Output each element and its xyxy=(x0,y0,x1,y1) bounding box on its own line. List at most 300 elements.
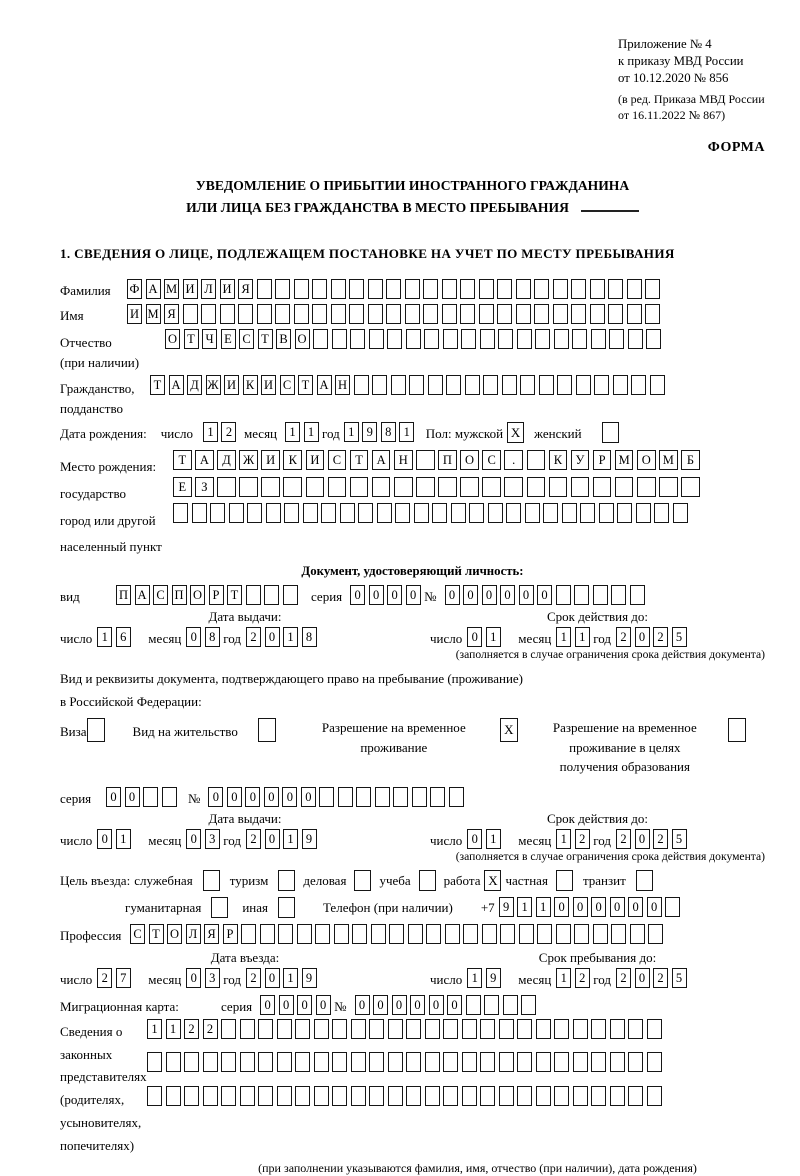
form-cell[interactable] xyxy=(332,1019,347,1039)
form-cell[interactable] xyxy=(239,477,258,497)
form-cell[interactable]: Я xyxy=(238,279,253,299)
form-cell[interactable] xyxy=(412,787,427,807)
form-cell[interactable] xyxy=(637,477,656,497)
form-cell[interactable] xyxy=(502,375,517,395)
form-cell[interactable]: С xyxy=(130,924,145,944)
form-cell[interactable] xyxy=(388,1019,403,1039)
form-cell[interactable] xyxy=(303,503,318,523)
form-cell[interactable]: 0 xyxy=(573,897,588,917)
form-cell[interactable] xyxy=(449,787,464,807)
form-cell[interactable] xyxy=(238,304,253,324)
form-cell[interactable] xyxy=(469,503,484,523)
form-cell[interactable]: 8 xyxy=(205,627,220,647)
form-cell[interactable] xyxy=(258,1086,273,1106)
form-cell[interactable]: П xyxy=(116,585,131,605)
form-cell[interactable] xyxy=(593,477,612,497)
form-cell[interactable]: 0 xyxy=(635,829,650,849)
form-cell[interactable] xyxy=(312,279,327,299)
form-cell[interactable] xyxy=(574,585,589,605)
form-cell[interactable]: 0 xyxy=(467,627,482,647)
form-cell[interactable]: 0 xyxy=(350,585,365,605)
form-cell[interactable]: 0 xyxy=(186,829,201,849)
form-cell[interactable] xyxy=(628,329,643,349)
form-cell[interactable] xyxy=(203,1086,218,1106)
form-cell[interactable] xyxy=(462,1019,477,1039)
form-cell[interactable] xyxy=(354,375,369,395)
form-cell[interactable]: 0 xyxy=(355,995,370,1015)
form-cell[interactable] xyxy=(426,924,441,944)
form-cell[interactable] xyxy=(681,477,700,497)
form-cell[interactable] xyxy=(659,477,678,497)
form-cell[interactable]: 1 xyxy=(556,829,571,849)
form-cell[interactable]: 2 xyxy=(653,968,668,988)
form-cell[interactable] xyxy=(247,503,262,523)
form-cell[interactable] xyxy=(645,279,660,299)
form-cell[interactable] xyxy=(627,304,642,324)
form-cell[interactable] xyxy=(277,1086,292,1106)
form-cell[interactable] xyxy=(446,375,461,395)
form-cell[interactable] xyxy=(350,329,365,349)
form-cell[interactable]: 0 xyxy=(260,995,275,1015)
form-cell[interactable] xyxy=(368,304,383,324)
form-cell[interactable] xyxy=(527,450,546,470)
form-cell[interactable]: 1 xyxy=(575,627,590,647)
form-cell[interactable] xyxy=(203,1052,218,1072)
form-cell[interactable] xyxy=(389,924,404,944)
form-cell[interactable] xyxy=(631,375,646,395)
form-cell[interactable] xyxy=(443,1052,458,1072)
form-cell[interactable] xyxy=(461,329,476,349)
form-cell[interactable] xyxy=(294,279,309,299)
form-cell[interactable] xyxy=(630,585,645,605)
rvp-checkbox[interactable]: X xyxy=(500,718,518,742)
form-cell[interactable]: А xyxy=(169,375,184,395)
form-cell[interactable]: И xyxy=(306,450,325,470)
form-cell[interactable] xyxy=(391,375,406,395)
form-cell[interactable] xyxy=(425,1052,440,1072)
form-cell[interactable]: Б xyxy=(681,450,700,470)
form-cell[interactable]: 1 xyxy=(304,422,319,442)
visa-checkbox[interactable] xyxy=(87,718,105,742)
form-cell[interactable]: 2 xyxy=(203,1019,218,1039)
form-cell[interactable] xyxy=(241,924,256,944)
form-cell[interactable] xyxy=(277,1019,292,1039)
form-cell[interactable]: 0 xyxy=(227,787,242,807)
form-cell[interactable]: 2 xyxy=(653,627,668,647)
form-cell[interactable]: 0 xyxy=(245,787,260,807)
form-cell[interactable] xyxy=(332,1086,347,1106)
form-cell[interactable] xyxy=(314,1086,329,1106)
form-cell[interactable] xyxy=(294,304,309,324)
purpose-private-checkbox[interactable] xyxy=(556,870,573,891)
form-cell[interactable] xyxy=(240,1086,255,1106)
form-cell[interactable]: О xyxy=(165,329,180,349)
form-cell[interactable] xyxy=(593,585,608,605)
form-cell[interactable] xyxy=(576,375,591,395)
form-cell[interactable] xyxy=(369,329,384,349)
form-cell[interactable] xyxy=(416,477,435,497)
form-cell[interactable] xyxy=(648,924,663,944)
form-cell[interactable]: 9 xyxy=(362,422,377,442)
form-cell[interactable] xyxy=(377,503,392,523)
form-cell[interactable]: О xyxy=(190,585,205,605)
form-cell[interactable] xyxy=(394,477,413,497)
form-cell[interactable] xyxy=(395,503,410,523)
form-cell[interactable]: 1 xyxy=(147,1019,162,1039)
form-cell[interactable]: 9 xyxy=(499,897,514,917)
form-cell[interactable] xyxy=(506,503,521,523)
form-cell[interactable]: Д xyxy=(217,450,236,470)
form-cell[interactable] xyxy=(654,503,669,523)
form-cell[interactable] xyxy=(388,1052,403,1072)
form-cell[interactable]: 0 xyxy=(97,829,112,849)
form-cell[interactable] xyxy=(443,329,458,349)
form-cell[interactable]: 8 xyxy=(381,422,396,442)
form-cell[interactable]: 9 xyxy=(486,968,501,988)
form-cell[interactable] xyxy=(349,304,364,324)
form-cell[interactable] xyxy=(480,329,495,349)
form-cell[interactable]: Н xyxy=(335,375,350,395)
form-cell[interactable]: 3 xyxy=(205,829,220,849)
form-cell[interactable] xyxy=(484,995,499,1015)
form-cell[interactable] xyxy=(628,1052,643,1072)
form-cell[interactable] xyxy=(516,279,531,299)
form-cell[interactable] xyxy=(580,503,595,523)
form-cell[interactable]: 5 xyxy=(672,829,687,849)
form-cell[interactable]: С xyxy=(328,450,347,470)
form-cell[interactable]: А xyxy=(195,450,214,470)
form-cell[interactable]: Т xyxy=(350,450,369,470)
form-cell[interactable]: . xyxy=(504,450,523,470)
form-cell[interactable] xyxy=(615,477,634,497)
form-cell[interactable] xyxy=(498,329,513,349)
form-cell[interactable] xyxy=(460,477,479,497)
form-cell[interactable]: 0 xyxy=(297,995,312,1015)
form-cell[interactable] xyxy=(556,585,571,605)
form-cell[interactable]: И xyxy=(183,279,198,299)
form-cell[interactable]: О xyxy=(637,450,656,470)
form-cell[interactable]: 0 xyxy=(369,585,384,605)
form-cell[interactable] xyxy=(553,279,568,299)
form-cell[interactable] xyxy=(278,924,293,944)
form-cell[interactable]: 1 xyxy=(486,829,501,849)
form-cell[interactable]: 0 xyxy=(635,627,650,647)
form-cell[interactable]: 0 xyxy=(554,897,569,917)
form-cell[interactable] xyxy=(520,375,535,395)
form-cell[interactable] xyxy=(221,1086,236,1106)
form-cell[interactable] xyxy=(573,1052,588,1072)
form-cell[interactable]: 9 xyxy=(302,968,317,988)
form-cell[interactable]: 1 xyxy=(399,422,414,442)
form-cell[interactable] xyxy=(500,924,515,944)
form-cell[interactable]: 0 xyxy=(406,585,421,605)
form-cell[interactable] xyxy=(553,304,568,324)
form-cell[interactable] xyxy=(295,1019,310,1039)
form-cell[interactable] xyxy=(573,1086,588,1106)
form-cell[interactable] xyxy=(221,1019,236,1039)
form-cell[interactable] xyxy=(147,1086,162,1106)
purpose-work-checkbox[interactable]: X xyxy=(484,870,501,891)
form-cell[interactable]: 0 xyxy=(106,787,121,807)
form-cell[interactable] xyxy=(372,477,391,497)
form-cell[interactable]: В xyxy=(276,329,291,349)
form-cell[interactable]: О xyxy=(460,450,479,470)
form-cell[interactable]: И xyxy=(127,304,142,324)
form-cell[interactable]: С xyxy=(239,329,254,349)
form-cell[interactable] xyxy=(537,924,552,944)
form-cell[interactable]: 0 xyxy=(410,995,425,1015)
form-cell[interactable]: 8 xyxy=(302,627,317,647)
form-cell[interactable]: 1 xyxy=(283,627,298,647)
form-cell[interactable] xyxy=(594,375,609,395)
form-cell[interactable] xyxy=(610,1052,625,1072)
form-cell[interactable]: 0 xyxy=(186,627,201,647)
form-cell[interactable] xyxy=(636,503,651,523)
form-cell[interactable] xyxy=(557,375,572,395)
form-cell[interactable] xyxy=(240,1052,255,1072)
form-cell[interactable] xyxy=(406,1086,421,1106)
form-cell[interactable] xyxy=(590,279,605,299)
form-cell[interactable]: 6 xyxy=(116,627,131,647)
form-cell[interactable] xyxy=(517,1052,532,1072)
form-cell[interactable] xyxy=(543,503,558,523)
form-cell[interactable] xyxy=(536,1086,551,1106)
form-cell[interactable] xyxy=(406,1019,421,1039)
form-cell[interactable]: 2 xyxy=(246,829,261,849)
form-cell[interactable]: 1 xyxy=(285,422,300,442)
form-cell[interactable]: 5 xyxy=(672,627,687,647)
form-cell[interactable]: 1 xyxy=(283,968,298,988)
form-cell[interactable] xyxy=(423,304,438,324)
form-cell[interactable]: 2 xyxy=(246,968,261,988)
form-cell[interactable] xyxy=(482,477,501,497)
form-cell[interactable] xyxy=(314,1052,329,1072)
form-cell[interactable]: Д xyxy=(187,375,202,395)
form-cell[interactable] xyxy=(369,1019,384,1039)
form-cell[interactable] xyxy=(162,787,177,807)
form-cell[interactable]: 1 xyxy=(556,627,571,647)
form-cell[interactable]: Т xyxy=(150,375,165,395)
form-cell[interactable] xyxy=(143,787,158,807)
form-cell[interactable] xyxy=(554,1019,569,1039)
form-cell[interactable]: 1 xyxy=(116,829,131,849)
form-cell[interactable] xyxy=(192,503,207,523)
form-cell[interactable] xyxy=(534,304,549,324)
form-cell[interactable] xyxy=(534,279,549,299)
form-cell[interactable] xyxy=(313,329,328,349)
form-cell[interactable]: 0 xyxy=(265,968,280,988)
form-cell[interactable] xyxy=(463,924,478,944)
form-cell[interactable] xyxy=(608,279,623,299)
form-cell[interactable]: 2 xyxy=(575,968,590,988)
form-cell[interactable] xyxy=(217,477,236,497)
form-cell[interactable] xyxy=(527,477,546,497)
form-cell[interactable]: Т xyxy=(184,329,199,349)
form-cell[interactable] xyxy=(647,1019,662,1039)
form-cell[interactable]: М xyxy=(146,304,161,324)
form-cell[interactable]: И xyxy=(261,375,276,395)
form-cell[interactable] xyxy=(591,1019,606,1039)
form-cell[interactable]: Е xyxy=(221,329,236,349)
form-cell[interactable] xyxy=(480,1019,495,1039)
form-cell[interactable] xyxy=(499,1086,514,1106)
form-cell[interactable] xyxy=(258,1052,273,1072)
form-cell[interactable] xyxy=(266,503,281,523)
form-cell[interactable] xyxy=(482,924,497,944)
form-cell[interactable]: 1 xyxy=(536,897,551,917)
form-cell[interactable] xyxy=(599,503,614,523)
form-cell[interactable]: 2 xyxy=(246,627,261,647)
form-cell[interactable] xyxy=(462,1052,477,1072)
form-cell[interactable] xyxy=(480,1086,495,1106)
form-cell[interactable] xyxy=(369,1086,384,1106)
form-cell[interactable] xyxy=(610,1019,625,1039)
form-cell[interactable] xyxy=(430,787,445,807)
form-cell[interactable]: Л xyxy=(186,924,201,944)
form-cell[interactable] xyxy=(536,1052,551,1072)
form-cell[interactable]: М xyxy=(164,279,179,299)
form-cell[interactable] xyxy=(611,585,626,605)
form-cell[interactable] xyxy=(504,477,523,497)
form-cell[interactable] xyxy=(386,304,401,324)
form-cell[interactable] xyxy=(465,375,480,395)
form-cell[interactable] xyxy=(332,329,347,349)
form-cell[interactable]: Т xyxy=(298,375,313,395)
form-cell[interactable]: Я xyxy=(164,304,179,324)
form-cell[interactable] xyxy=(386,279,401,299)
form-cell[interactable] xyxy=(428,375,443,395)
form-cell[interactable] xyxy=(480,1052,495,1072)
form-cell[interactable] xyxy=(331,304,346,324)
form-cell[interactable]: 0 xyxy=(463,585,478,605)
purpose-other-checkbox[interactable] xyxy=(278,897,295,918)
form-cell[interactable]: А xyxy=(146,279,161,299)
form-cell[interactable] xyxy=(645,304,660,324)
form-cell[interactable] xyxy=(283,477,302,497)
form-cell[interactable] xyxy=(516,304,531,324)
form-cell[interactable] xyxy=(479,279,494,299)
form-cell[interactable] xyxy=(572,329,587,349)
form-cell[interactable] xyxy=(627,279,642,299)
form-cell[interactable] xyxy=(283,585,298,605)
form-cell[interactable] xyxy=(358,503,373,523)
form-cell[interactable] xyxy=(405,304,420,324)
form-cell[interactable] xyxy=(184,1086,199,1106)
form-cell[interactable] xyxy=(295,1052,310,1072)
form-cell[interactable] xyxy=(368,279,383,299)
form-cell[interactable] xyxy=(539,375,554,395)
form-cell[interactable] xyxy=(517,1086,532,1106)
form-cell[interactable] xyxy=(275,279,290,299)
form-cell[interactable] xyxy=(414,503,429,523)
form-cell[interactable]: А xyxy=(317,375,332,395)
form-cell[interactable]: И xyxy=(220,279,235,299)
form-cell[interactable] xyxy=(201,304,216,324)
form-cell[interactable] xyxy=(210,503,225,523)
form-cell[interactable]: 2 xyxy=(616,829,631,849)
form-cell[interactable]: 7 xyxy=(116,968,131,988)
form-cell[interactable] xyxy=(646,329,661,349)
form-cell[interactable]: Т xyxy=(149,924,164,944)
form-cell[interactable] xyxy=(438,477,457,497)
form-cell[interactable] xyxy=(443,1019,458,1039)
residence-permit-checkbox[interactable] xyxy=(258,718,276,742)
form-cell[interactable]: Т xyxy=(258,329,273,349)
form-cell[interactable] xyxy=(432,503,447,523)
form-cell[interactable]: 1 xyxy=(556,968,571,988)
form-cell[interactable] xyxy=(611,924,626,944)
form-cell[interactable]: С xyxy=(280,375,295,395)
form-cell[interactable] xyxy=(647,1052,662,1072)
form-cell[interactable]: 1 xyxy=(486,627,501,647)
form-cell[interactable] xyxy=(591,1086,606,1106)
form-cell[interactable] xyxy=(356,787,371,807)
form-cell[interactable] xyxy=(517,1019,532,1039)
form-cell[interactable]: 3 xyxy=(205,968,220,988)
form-cell[interactable] xyxy=(257,279,272,299)
form-cell[interactable]: 1 xyxy=(467,968,482,988)
form-cell[interactable] xyxy=(462,1086,477,1106)
form-cell[interactable]: И xyxy=(261,450,280,470)
form-cell[interactable]: 0 xyxy=(482,585,497,605)
form-cell[interactable] xyxy=(617,503,632,523)
form-cell[interactable] xyxy=(393,787,408,807)
form-cell[interactable]: 0 xyxy=(373,995,388,1015)
form-cell[interactable]: П xyxy=(172,585,187,605)
form-cell[interactable] xyxy=(319,787,334,807)
form-cell[interactable] xyxy=(608,304,623,324)
form-cell[interactable]: Р xyxy=(593,450,612,470)
form-cell[interactable] xyxy=(647,1086,662,1106)
form-cell[interactable]: Я xyxy=(204,924,219,944)
form-cell[interactable] xyxy=(295,1086,310,1106)
form-cell[interactable] xyxy=(314,1019,329,1039)
form-cell[interactable]: 0 xyxy=(301,787,316,807)
form-cell[interactable]: 0 xyxy=(519,585,534,605)
form-cell[interactable] xyxy=(284,503,299,523)
form-cell[interactable] xyxy=(483,375,498,395)
form-cell[interactable]: З xyxy=(195,477,214,497)
form-cell[interactable]: Ж xyxy=(206,375,221,395)
form-cell[interactable] xyxy=(352,924,367,944)
form-cell[interactable]: Т xyxy=(173,450,192,470)
form-cell[interactable] xyxy=(610,1086,625,1106)
form-cell[interactable] xyxy=(573,1019,588,1039)
form-cell[interactable]: 2 xyxy=(184,1019,199,1039)
form-cell[interactable] xyxy=(297,924,312,944)
form-cell[interactable] xyxy=(497,304,512,324)
form-cell[interactable] xyxy=(328,477,347,497)
form-cell[interactable] xyxy=(443,1086,458,1106)
form-cell[interactable] xyxy=(387,329,402,349)
form-cell[interactable] xyxy=(673,503,688,523)
form-cell[interactable]: 0 xyxy=(316,995,331,1015)
form-cell[interactable]: 0 xyxy=(445,585,460,605)
form-cell[interactable]: 0 xyxy=(635,968,650,988)
form-cell[interactable]: Р xyxy=(209,585,224,605)
form-cell[interactable] xyxy=(424,329,439,349)
form-cell[interactable]: 0 xyxy=(591,897,606,917)
form-cell[interactable]: 0 xyxy=(610,897,625,917)
form-cell[interactable] xyxy=(466,995,481,1015)
form-cell[interactable] xyxy=(630,924,645,944)
form-cell[interactable]: 9 xyxy=(302,829,317,849)
form-cell[interactable] xyxy=(521,995,536,1015)
form-cell[interactable]: Ж xyxy=(239,450,258,470)
form-cell[interactable] xyxy=(499,1019,514,1039)
form-cell[interactable]: Н xyxy=(394,450,413,470)
form-cell[interactable] xyxy=(425,1086,440,1106)
